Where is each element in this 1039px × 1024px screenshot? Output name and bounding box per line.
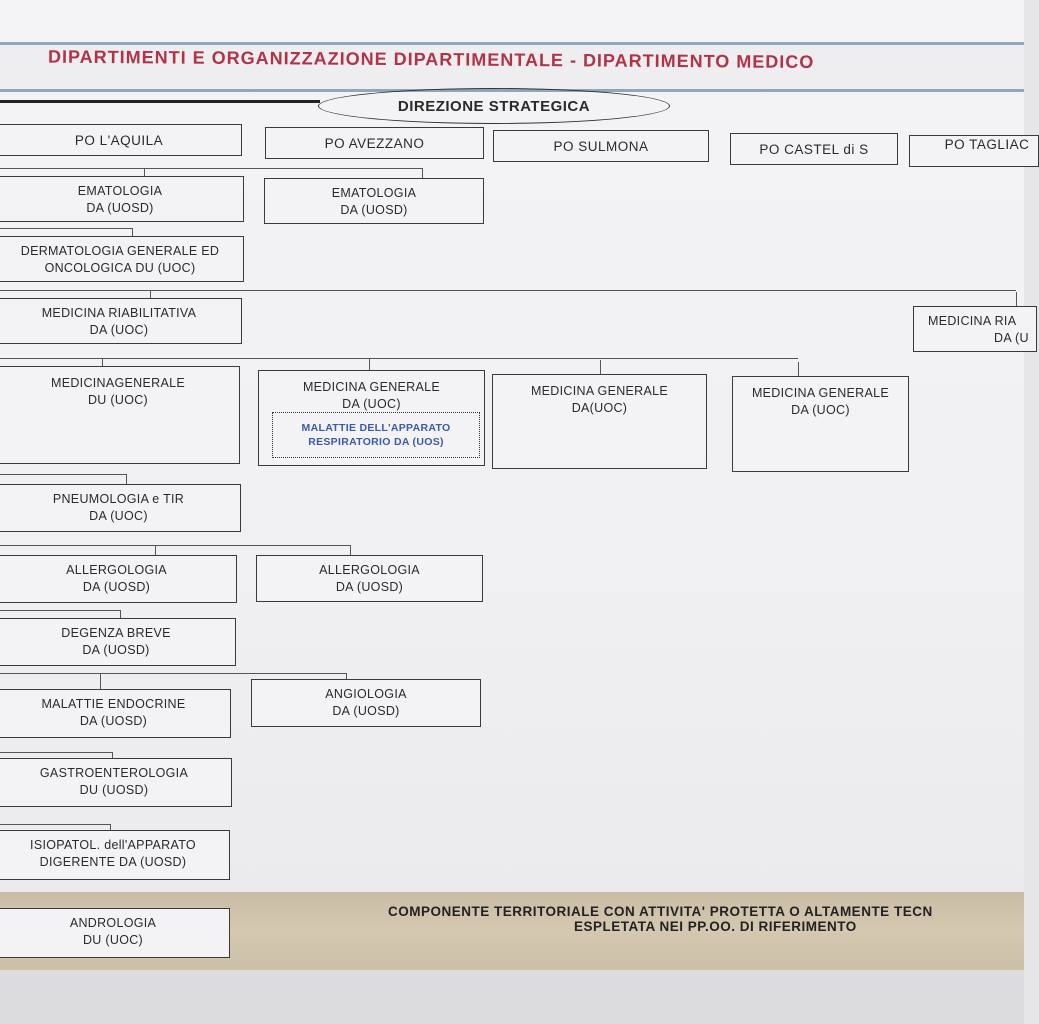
column-header-laquila: PO L'AQUILA bbox=[0, 124, 242, 156]
footer-note: COMPONENTE TERRITORIALE CON ATTIVITA' PROTETTA O ALTAMENTE TECN ESPLETATA NEI PP.OO. DI RIFERIMENTO bbox=[388, 904, 933, 934]
connector-line bbox=[798, 362, 799, 376]
connector-line bbox=[0, 824, 110, 825]
connector-line bbox=[0, 168, 422, 169]
connector-line bbox=[0, 673, 346, 674]
unit-medicina-generale-avezzano: MEDICINA GENERALE DA (UOC) bbox=[258, 370, 485, 466]
connector-line bbox=[0, 290, 1016, 291]
unit-allergologia-laquila: ALLERGOLOGIA DA (UOSD) bbox=[0, 555, 237, 603]
unit-medicina-generale-sulmona: MEDICINA GENERALE DA(UOC) bbox=[492, 374, 707, 469]
connector-line bbox=[0, 474, 126, 475]
unit-andrologia: ANDROLOGIA DU (UOC) bbox=[0, 908, 230, 958]
page-title: DIPARTIMENTI E ORGANIZZAZIONE DIPARTIMENTALE - DIPARTIMENTO MEDICO bbox=[47, 46, 815, 72]
unit-ematologia-avezzano: EMATOLOGIA DA (UOSD) bbox=[264, 178, 484, 224]
connector-line bbox=[0, 545, 350, 546]
root-connector bbox=[0, 100, 320, 103]
connector-line bbox=[1016, 292, 1017, 306]
connector-line bbox=[0, 610, 120, 611]
column-header-sulmona: PO SULMONA bbox=[493, 130, 709, 162]
unit-gastroenterologia: GASTROENTEROLOGIA DU (UOSD) bbox=[0, 758, 232, 807]
connector-line bbox=[120, 610, 121, 618]
connector-line bbox=[422, 168, 423, 178]
connector-line bbox=[132, 228, 133, 236]
unit-allergologia-avezzano: ALLERGOLOGIA DA (UOSD) bbox=[256, 555, 483, 602]
unit-medicina-riabilitativa-tagliacozzo: MEDICINA RIA DA (U bbox=[913, 306, 1037, 352]
connector-line bbox=[0, 228, 132, 229]
connector-line bbox=[0, 358, 798, 359]
connector-line bbox=[150, 290, 151, 298]
unit-medicina-generale-castel: MEDICINA GENERALE DA (UOC) bbox=[732, 376, 909, 472]
connector-line bbox=[369, 358, 370, 370]
column-header-avezzano: PO AVEZZANO bbox=[265, 127, 484, 159]
column-header-castel: PO CASTEL di S bbox=[730, 133, 898, 165]
unit-angiologia: ANGIOLOGIA DA (UOSD) bbox=[251, 679, 481, 727]
sub-unit-malattie-respiratorio: MALATTIE DELL'APPARATO RESPIRATORIO DA (UOS) bbox=[272, 412, 480, 458]
root-node: DIREZIONE STRATEGICA bbox=[318, 88, 670, 124]
column-header-tagliacozzo: PO TAGLIAC bbox=[909, 135, 1039, 167]
page-bottom bbox=[0, 970, 1024, 1024]
connector-line bbox=[126, 474, 127, 484]
unit-dermatologia: DERMATOLOGIA GENERALE ED ONCOLOGICA DU (UOC) bbox=[0, 236, 244, 282]
unit-medicina-generale-laquila: MEDICINAGENERALE DU (UOC) bbox=[0, 366, 240, 464]
connector-line bbox=[0, 752, 112, 753]
connector-line bbox=[155, 545, 156, 555]
unit-degenza-breve: DEGENZA BREVE DA (UOSD) bbox=[0, 618, 236, 666]
unit-fisiopatologia-digerente: ISIOPATOL. dell'APPARATO DIGERENTE DA (UOSD) bbox=[0, 830, 230, 880]
connector-line bbox=[102, 358, 103, 366]
connector-line bbox=[600, 360, 601, 374]
unit-medicina-riabilitativa: MEDICINA RIABILITATIVA DA (UOC) bbox=[0, 298, 242, 344]
connector-line bbox=[100, 673, 101, 689]
unit-malattie-endocrine: MALATTIE ENDOCRINE DA (UOSD) bbox=[0, 689, 231, 738]
unit-pneumologia: PNEUMOLOGIA e TIR DA (UOC) bbox=[0, 484, 241, 532]
connector-line bbox=[144, 168, 145, 176]
connector-line bbox=[350, 545, 351, 555]
unit-ematologia-laquila: EMATOLOGIA DA (UOSD) bbox=[0, 176, 244, 222]
